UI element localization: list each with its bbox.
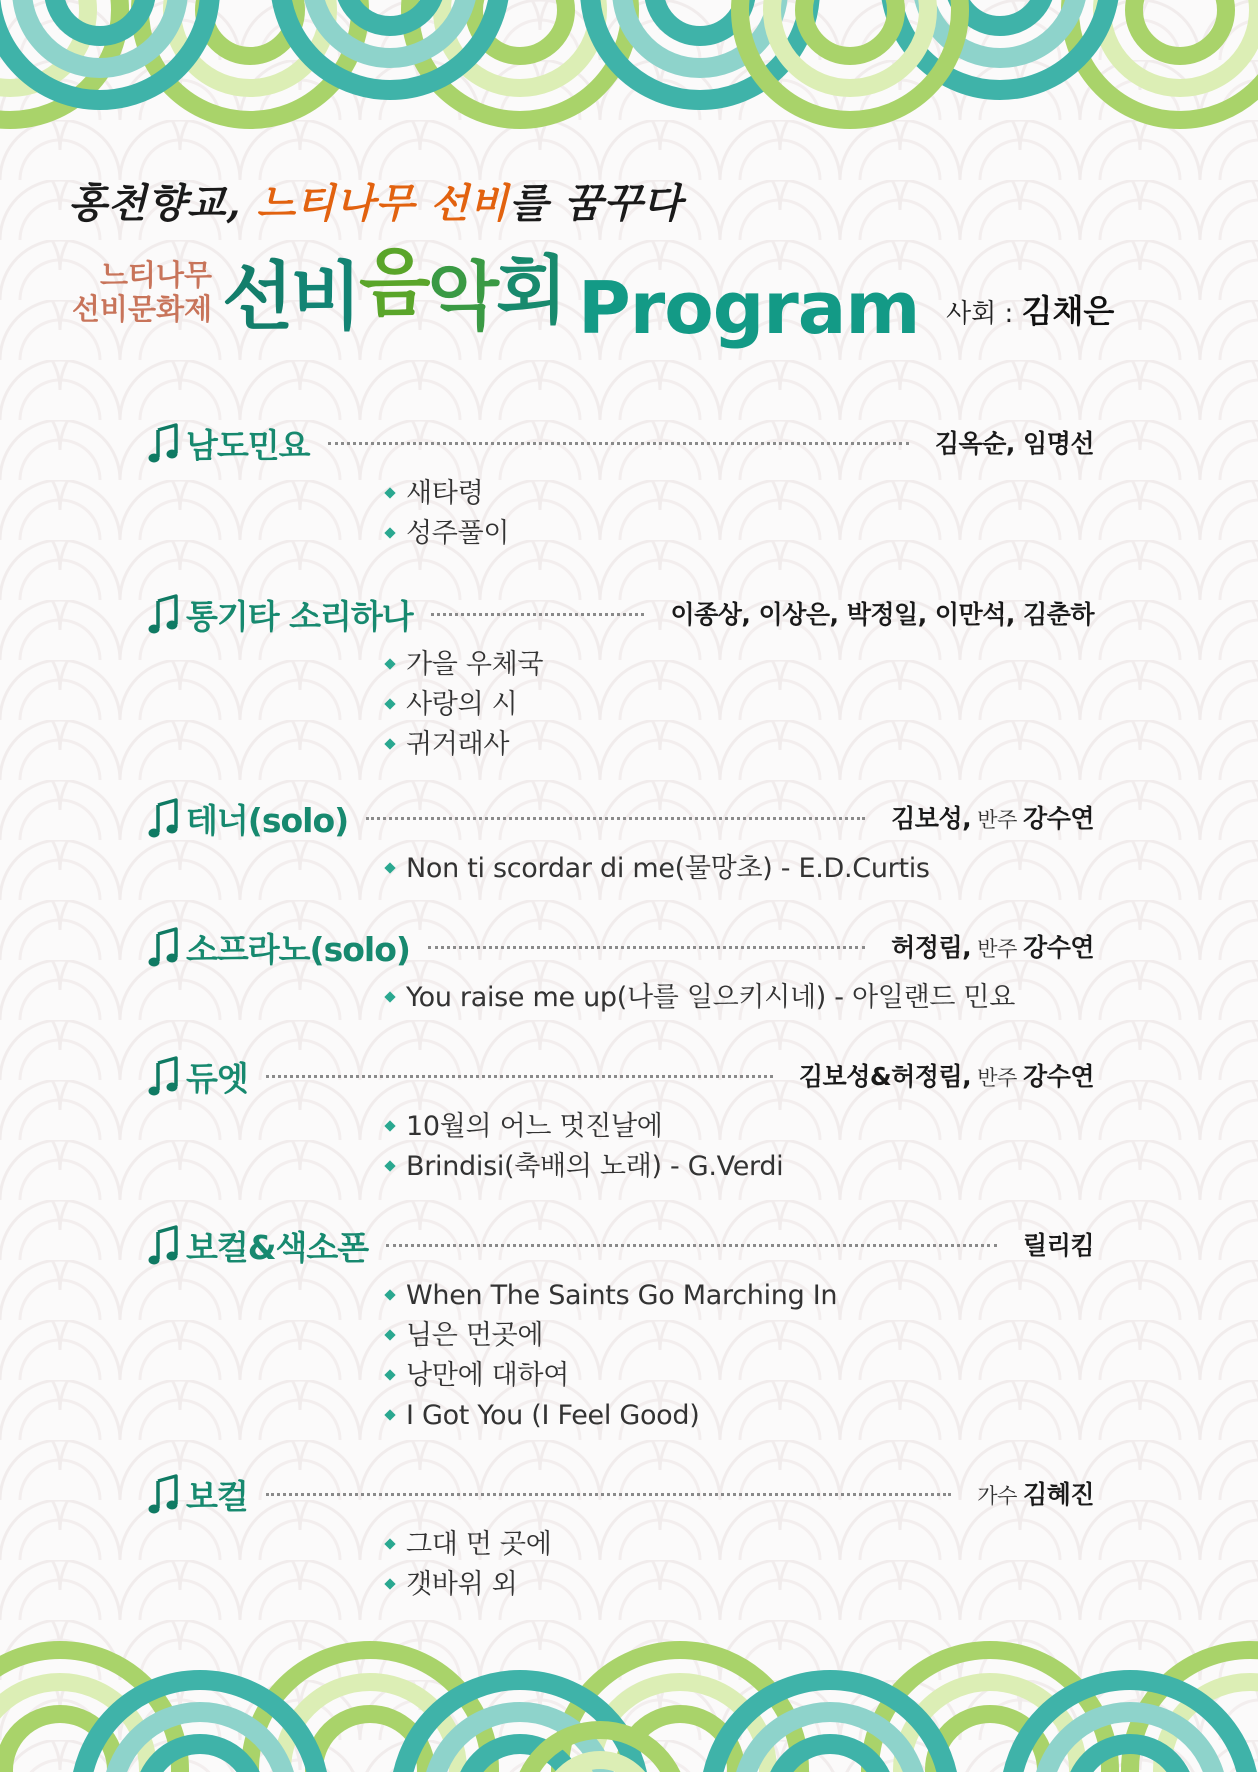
dot-leader [266, 1493, 951, 1496]
tagline [68, 172, 683, 229]
performer-credit [891, 799, 1094, 835]
accompanist-name: 강수연 [1023, 804, 1094, 833]
diamond-bullet-icon [384, 487, 395, 498]
section-header [148, 1051, 1094, 1101]
piece-list [384, 1107, 1094, 1187]
accompaniment-label: 반주 [971, 808, 1024, 832]
section-title: 남도민요 [186, 426, 310, 465]
program-section [148, 1051, 1094, 1187]
performer-names: 김보성&허정림, [798, 1062, 972, 1091]
performer-names: 김혜진 [1023, 1480, 1094, 1509]
piece-item [384, 1316, 1094, 1356]
section-title: 보컬 [186, 1477, 248, 1516]
piece-item [384, 978, 1094, 1018]
piece-item [384, 1356, 1094, 1396]
music-note-icon [148, 1055, 180, 1097]
performer-names: 김옥순, 임명선 [934, 429, 1094, 458]
music-note-icon [148, 422, 180, 464]
section-title: 통기타 소리하나 [186, 597, 413, 636]
piece-title: Brindisi(축배의 노래) - G.Verdi [406, 1151, 784, 1182]
music-note-icon [148, 797, 180, 839]
piece-title: 낭만에 대하여 [406, 1360, 569, 1391]
performer-names: 김보성, [891, 804, 972, 833]
music-note-icon [148, 593, 180, 635]
piece-item [384, 474, 1094, 514]
piece-list [384, 474, 1094, 554]
dot-leader [386, 1244, 997, 1247]
title-char: 회 [495, 248, 565, 334]
diamond-bullet-icon [384, 1369, 395, 1380]
diamond-bullet-icon [384, 991, 395, 1002]
section-header [148, 793, 1094, 843]
diamond-bullet-icon [384, 1120, 395, 1131]
host-name: 김채은 [1021, 292, 1115, 330]
section-title: 테너(solo) [186, 801, 349, 840]
bottom-decoration [0, 1580, 1258, 1772]
piece-item [384, 645, 1094, 685]
piece-list [384, 978, 1094, 1018]
tagline-suffix: 를 꿈꾸다 [509, 180, 683, 227]
piece-title: 님은 먼곳에 [406, 1320, 544, 1351]
section-title: 듀엣 [186, 1059, 248, 1098]
title-char: 비 [290, 254, 359, 340]
dot-leader [431, 613, 644, 616]
piece-item [384, 685, 1094, 725]
performer-prefix: 가수 [977, 1484, 1024, 1508]
tagline-highlight: 느티나무 선비 [256, 180, 510, 227]
piece-title: 그대 먼 곳에 [406, 1529, 552, 1560]
piece-title: When The Saints Go Marching In [406, 1280, 838, 1311]
piece-title: I Got You (I Feel Good) [406, 1400, 700, 1431]
piece-title: 가을 우체국 [406, 649, 544, 680]
performer-names: 릴리킴 [1023, 1231, 1094, 1260]
accompaniment-label: 반주 [971, 1066, 1024, 1090]
piece-list [384, 645, 1094, 765]
performer-credit [891, 928, 1094, 964]
accompaniment-label: 반주 [971, 937, 1024, 961]
program-section [148, 1469, 1094, 1605]
performer-credit [1023, 1226, 1094, 1262]
concert-title [222, 238, 564, 344]
performer-names: 허정림, [891, 933, 972, 962]
piece-item [384, 1107, 1094, 1147]
piece-item [384, 725, 1094, 765]
diamond-bullet-icon [384, 1409, 395, 1420]
program-section [148, 418, 1094, 554]
program-section [148, 589, 1094, 765]
piece-item [384, 1525, 1094, 1565]
accompanist-name: 강수연 [1023, 1062, 1094, 1091]
diamond-bullet-icon [384, 527, 395, 538]
piece-list [384, 1276, 1094, 1436]
dot-leader [266, 1075, 773, 1078]
performer-credit [799, 1057, 1094, 1093]
music-note-icon [148, 1473, 180, 1515]
section-title: 보컬&색소폰 [186, 1228, 369, 1267]
section-header [148, 1220, 1094, 1270]
accompanist-name: 강수연 [1023, 933, 1094, 962]
dot-leader [428, 946, 865, 949]
program-section [148, 793, 1094, 889]
piece-title: Non ti scordar di me(물망초) - E.D.Curtis [406, 853, 930, 884]
diamond-bullet-icon [384, 1329, 395, 1340]
piece-item [384, 1565, 1094, 1605]
piece-item [384, 514, 1094, 554]
piece-list [384, 1525, 1094, 1605]
piece-title: 갯바위 외 [406, 1569, 518, 1600]
diamond-bullet-icon [384, 738, 395, 749]
diamond-bullet-icon [384, 862, 395, 873]
top-decoration [0, 0, 1258, 150]
section-header [148, 922, 1094, 972]
program-section [148, 922, 1094, 1018]
piece-title: 성주풀이 [406, 518, 510, 549]
music-note-icon [148, 926, 180, 968]
festival-line-1: 느티나무 [99, 258, 212, 292]
dot-leader [366, 817, 865, 820]
piece-title: 귀거래사 [406, 729, 510, 760]
title-char: 악 [427, 254, 496, 340]
piece-list [384, 849, 1094, 889]
piece-title: 사랑의 시 [406, 689, 518, 720]
title-char: 음 [358, 240, 428, 326]
festival-name [64, 258, 212, 326]
diamond-bullet-icon [384, 1160, 395, 1171]
diamond-bullet-icon [384, 698, 395, 709]
music-note-icon [148, 1224, 180, 1266]
piece-item [384, 1147, 1094, 1187]
piece-title: 새타령 [406, 478, 484, 509]
piece-item [384, 1396, 1094, 1436]
program-section [148, 1220, 1094, 1436]
diamond-bullet-icon [384, 658, 395, 669]
piece-title: 10월의 어느 멋진날에 [406, 1111, 663, 1142]
title-char: 선 [222, 254, 291, 340]
program-heading: Program [578, 266, 920, 350]
section-header [148, 589, 1094, 639]
festival-line-2: 선비문화제 [71, 292, 212, 326]
host-label: 사회 : [946, 299, 1014, 329]
performer-credit [935, 424, 1094, 460]
performer-credit [977, 1475, 1094, 1511]
host-credit [946, 286, 1114, 332]
piece-item [384, 1276, 1094, 1316]
piece-title: You raise me up(나를 일으키시네) - 아일랜드 민요 [406, 982, 1015, 1013]
section-header [148, 418, 1094, 468]
diamond-bullet-icon [384, 1289, 395, 1300]
tagline-prefix: 홍천향교, [68, 180, 242, 227]
performer-names: 이종상, 이상은, 박정일, 이만석, 김춘하 [670, 600, 1094, 629]
performer-credit [670, 595, 1094, 631]
diamond-bullet-icon [384, 1578, 395, 1589]
section-header [148, 1469, 1094, 1519]
diamond-bullet-icon [384, 1538, 395, 1549]
dot-leader [328, 442, 909, 445]
section-title: 소프라노(solo) [186, 930, 410, 969]
piece-item [384, 849, 1094, 889]
